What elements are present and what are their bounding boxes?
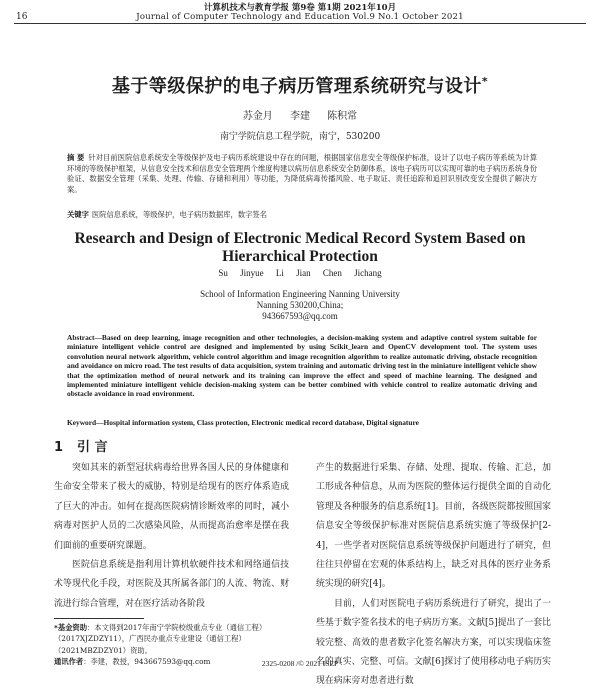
- abstract-en: Abstract—Based on deep learning, image recognition and other technologies, a decision-making system and adaptive control system suitable for miniature intelligent vehicle control are designed and implemented by using Scikit_learn and OpenCV development tool. The system uses convolution neural network algorithm, vehicle control algorithm and image recognition algorithm to realize automatic driving, obstacle recognition and avoidance on micro road. The test results of data acquisition, system training and automatic driving test in the miniature intelligent vehicle show that the optimization method of neural network and its training can improve the effect and speed of machine learning. The designed and implemented miniature intelligent vehicle decision-making system can be better combined with vehicle control to realize automatic driving and obstacle avoidance in road environment.: [67, 333, 537, 399]
- affiliation-en-line1: School of Information Engineering Nanning University: [200, 289, 400, 299]
- affiliation-en-email: 943667593@qq.com: [262, 311, 338, 321]
- page-number: 16: [16, 12, 28, 22]
- paper-title-cn-text: 基于等级保护的电子病历管理系统研究与设计: [111, 76, 482, 97]
- fund-text: ：本文得到2017年南宁学院校级重点专业（通信工程）（2017XJZDZY11），广西民办重点专业建设（通信工程）（2021MBZDZY01）资助。: [54, 623, 267, 655]
- keywords-cn-text: 医院信息系统，等级保护，电子病历数据库，数字签名: [91, 210, 268, 219]
- footnote-rule: [54, 618, 144, 619]
- abstract-cn-text: 针对目前医院信息系统安全等级保护及电子病历系统建设中存在的问题，根据国家信息安全等级保护标准，设计了以电子病历等系统为计算环境的等级保护框架，从信息安全技术和信息安全管理两个维度构建以病历信息系统安全防御体系，该电子病历可以实现可靠的电子病历系统身份验证、数据安全管理（采集、处理、传输、存储和利用）等功能，为降低病毒传播风险、电子取证、责任追踪和追回识别改变安全提供了解决方案。: [67, 153, 537, 194]
- section-title: 引 言: [77, 440, 108, 455]
- abstract-cn: [67, 153, 537, 195]
- page-footer: 2325-0208 /© 2021 ISEP: [261, 659, 339, 668]
- authors-en: Su Jinyue Li Jian Chen Jichang: [218, 268, 382, 278]
- title-footnote-mark: *: [481, 75, 489, 88]
- running-header: [0, 0, 600, 24]
- journal-title-cn: 计算机技术与教育学报 第9卷 第1期 2021年10月: [203, 3, 397, 13]
- section-number: 1: [54, 440, 64, 455]
- contact-label: 通讯作者: [54, 657, 84, 667]
- affiliation-en-line2: Nanning 530200,China;: [256, 300, 344, 310]
- keywords-cn: [67, 210, 537, 220]
- paper-title-en: Research and Design of Electronic Medical Record System Based on Hierarchical Protection: [74, 230, 526, 265]
- contact-text: ：李建，教授，943667593@qq.com: [83, 657, 211, 667]
- body-paragraph: 医院信息系统是指利用计算机软硬件技术和网络通信技术等现代化手段，对医院及其所属各部门的人流、物流、财流进行综合管理，对在医疗活动各阶段: [54, 560, 289, 609]
- journal-title-en: Journal of Computer Technology and Education Vol.9 No.1 October 2021: [136, 12, 464, 22]
- footnote-fund: [54, 622, 294, 656]
- body-paragraph: 目前，人们对医院电子病历系统进行了研究，提出了一些基于数字签名技术的电子病历方案。文献[5]提出了一套比较完整、高效的患者数字化签名解决方案，可以实现临床签名的真实、完整、可信。文献[6]探讨了使用移动电子病历实现在病床旁对患者进行数: [316, 598, 551, 687]
- authors-cn: 苏金月 李建 陈积常: [242, 111, 358, 122]
- keywords-cn-label: 关键字: [67, 210, 89, 219]
- body-column-right: [316, 459, 551, 692]
- affiliation-cn: 南宁学院信息工程学院，南宁，530200: [219, 132, 381, 142]
- affiliation-en: [0, 289, 600, 322]
- fund-label: *基金资助: [54, 623, 88, 632]
- header-rule: [14, 23, 586, 24]
- section-heading-introduction: [54, 436, 122, 455]
- body-paragraph: 产生的数据进行采集、存储、处理、提取、传输、汇总，加工形成各种信息，从而为医院的整体运行提供全面的自动化管理及各种服务的信息系统[1]。目前，各级医院都按照国家信息安全等级保护标准对医院信息系统实施了等级保护[2-4]，一些学者对医院信息系统等级保护问题进行了研究，但往往只停留在宏观的体系结构上，缺乏对具体的医疗业务系统实现的研究[4]。: [316, 463, 551, 590]
- body-paragraph: 突如其来的新型冠状病毒给世界各国人民的身体健康和生命安全带来了极大的威胁，特别是给现有的医疗体系造成了巨大的冲击。如何在提高医院病情诊断效率的同时，减小病毒对医护人员的二次感染风险，从而提高治愈率是摆在我们面前的重要研究课题。: [54, 463, 289, 551]
- keywords-en: Keyword—Hospital information system, Class protection, Electronic medical record database, Digital signature: [67, 418, 419, 427]
- paper-title-cn: [0, 72, 600, 98]
- body-column-left: [54, 459, 289, 614]
- abstract-cn-label: 摘 要: [67, 153, 85, 162]
